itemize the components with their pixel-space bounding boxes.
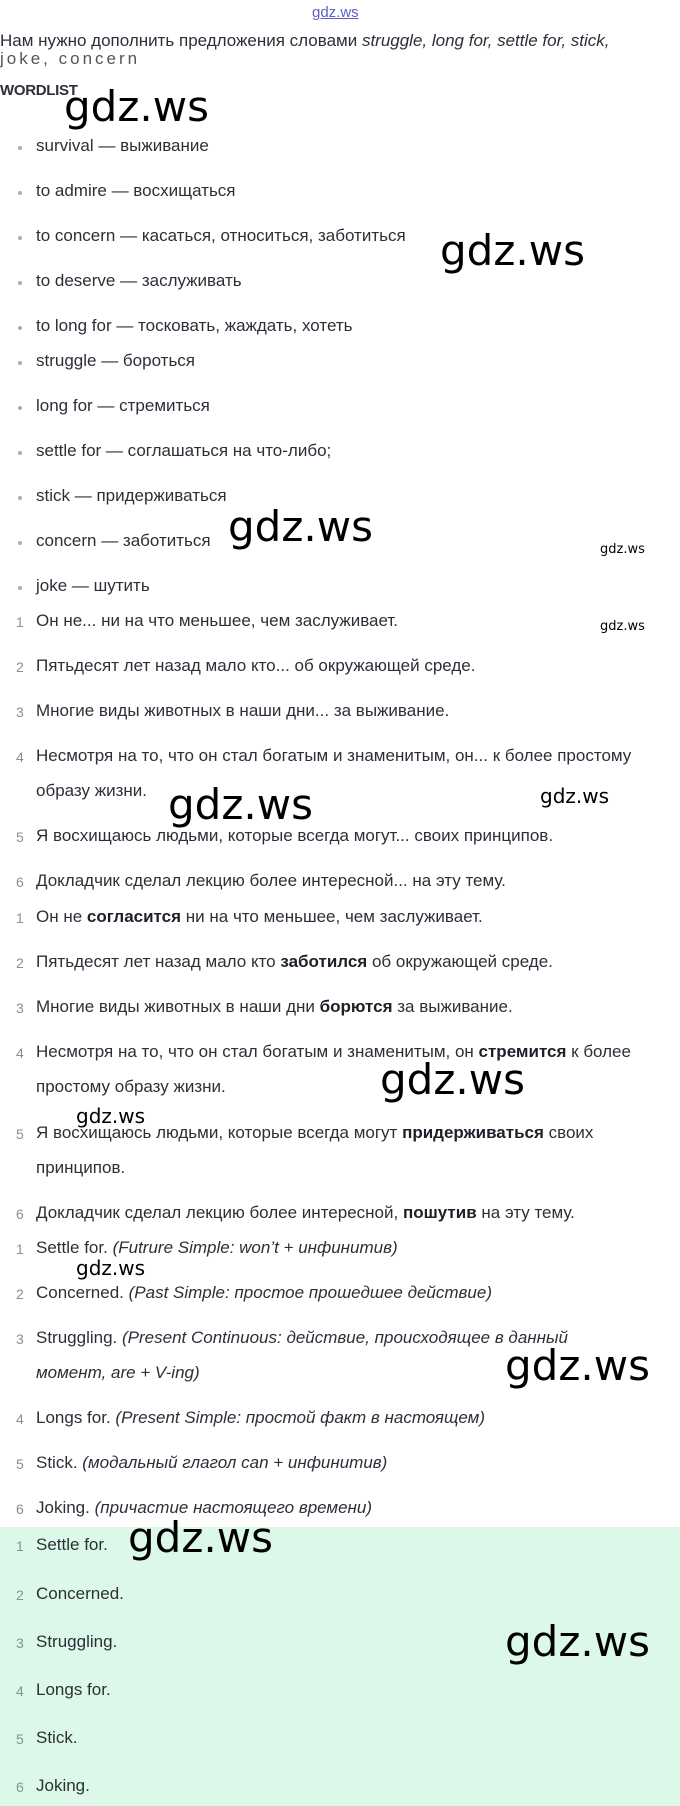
intro-cut-line: joke, concern: [0, 49, 141, 68]
question-number: 6: [16, 874, 24, 890]
bullet-icon: [18, 326, 22, 330]
translation-text: Многие виды животных в наши дни борются за выживание.: [36, 997, 513, 1016]
question-number: 5: [16, 829, 24, 845]
wordlist-item: struggle — бороться: [36, 351, 196, 370]
bullet-icon: [18, 281, 22, 285]
question-text-cont: образу жизни.: [36, 781, 148, 800]
watermark: gdz.ws: [64, 82, 209, 131]
translation-text: Пятьдесят лет назад мало кто заботился об окружающей среде.: [36, 952, 553, 971]
intro-words: struggle, long for, settle for, stick,: [361, 31, 610, 50]
answer-number: 1: [16, 1538, 24, 1554]
explanation-number: 3: [16, 1331, 24, 1347]
question-number: 4: [16, 749, 24, 765]
bullet-icon: [18, 361, 22, 365]
wordlist-item: to concern — касаться, относиться, заботиться: [36, 226, 406, 245]
wordlist-item: survival — выживание: [36, 136, 209, 155]
answer-word: борются: [319, 997, 393, 1016]
question-text: Пятьдесят лет назад мало кто... об окружающей среде.: [36, 656, 476, 675]
watermark: gdz.ws: [440, 226, 585, 275]
answer-box: [0, 1527, 680, 1806]
question-number: 2: [16, 659, 24, 675]
bullet-icon: [18, 406, 22, 410]
watermark: gdz.ws: [76, 1256, 146, 1280]
watermark: gdz.ws: [505, 1617, 650, 1666]
explanation-number: 1: [16, 1241, 24, 1257]
translation-number: 1: [16, 910, 24, 926]
answer-word: стремится: [478, 1042, 567, 1061]
bullet-icon: [18, 146, 22, 150]
watermark: gdz.ws: [505, 1341, 650, 1390]
explanation-text: Longs for. (Present Simple: простой факт в настоящем): [36, 1408, 485, 1427]
wordlist-item: concern — заботиться: [36, 531, 211, 550]
watermark: gdz.ws: [76, 1104, 146, 1128]
watermark: gdz.ws: [600, 619, 645, 634]
watermark: gdz.ws: [600, 542, 645, 557]
question-number: 3: [16, 704, 24, 720]
explanation-number: 2: [16, 1286, 24, 1302]
translation-number: 4: [16, 1045, 24, 1061]
explanation-number: 6: [16, 1501, 24, 1517]
explanation-number: 4: [16, 1411, 24, 1427]
translation-number: 6: [16, 1206, 24, 1222]
answer-word: заботился: [280, 952, 368, 971]
explanation-text: Stick. (модальный глагол can + инфинитив): [36, 1453, 388, 1472]
wordlist-item: settle for — соглашаться на что-либо;: [36, 441, 332, 460]
wordlist-item: long for — стремиться: [36, 396, 210, 415]
explanation-text-cont: момент, are + V-ing): [36, 1363, 200, 1382]
translation-number: 3: [16, 1000, 24, 1016]
question-text: Я восхищаюсь людьми, которые всегда могут... своих принципов.: [36, 826, 554, 845]
answer-word: придерживаться: [402, 1123, 544, 1142]
answer-word: согласится: [86, 907, 182, 926]
watermark: gdz.ws: [168, 780, 313, 829]
answer-text: Settle for.: [36, 1535, 108, 1554]
question-text: Несмотря на то, что он стал богатым и знаменитым, он... к более простому: [36, 746, 632, 765]
bullet-icon: [18, 496, 22, 500]
watermark: gdz.ws: [128, 1513, 273, 1562]
explanation-text: Concerned. (Past Simple: простое прошедшее действие): [36, 1283, 492, 1302]
bullet-icon: [18, 236, 22, 240]
translation-text: Он не согласится ни на что меньшее, чем заслуживает.: [36, 907, 483, 926]
intro-lead: Нам нужно дополнить предложения словами: [0, 31, 362, 50]
bullet-icon: [18, 586, 22, 590]
watermark: gdz.ws: [540, 784, 610, 808]
bullet-icon: [18, 541, 22, 545]
bullet-icon: [18, 451, 22, 455]
wordlist-item: joke — шутить: [36, 576, 150, 595]
explanation-text: Settle for. (Futrure Simple: won’t + инфинитив): [36, 1238, 398, 1257]
question-number: 1: [16, 614, 24, 630]
intro-text: [0, 31, 610, 51]
explanation-text: Joking. (причастие настоящего времени): [36, 1498, 372, 1517]
wordlist-item: to long for — тосковать, жаждать, хотеть: [36, 316, 353, 335]
answer-number: 4: [16, 1683, 24, 1699]
answer-text: Struggling.: [36, 1632, 118, 1651]
question-text: Многие виды животных в наши дни... за выживание.: [36, 701, 450, 720]
answer-text: Longs for.: [36, 1680, 111, 1699]
answer-text: Joking.: [36, 1776, 90, 1795]
wordlist-item: to deserve — заслуживать: [36, 271, 242, 290]
wordlist-title: WORDLIST: [0, 82, 78, 99]
bullet-icon: [18, 191, 22, 195]
translation-text-cont: принципов.: [36, 1158, 126, 1177]
translation-text: Докладчик сделал лекцию более интересной, пошутив на эту тему.: [36, 1203, 575, 1222]
answer-text: Concerned.: [36, 1584, 124, 1603]
answer-number: 5: [16, 1731, 24, 1747]
answer-word: пошутив: [402, 1203, 477, 1222]
answer-number: 6: [16, 1779, 24, 1795]
question-text: Докладчик сделал лекцию более интересной... на эту тему.: [36, 871, 506, 890]
site-logo-link[interactable]: gdz.ws: [312, 4, 359, 21]
watermark: gdz.ws: [228, 502, 373, 551]
translation-text: Я восхищаюсь людьми, которые всегда могут придерживаться своих: [36, 1123, 594, 1142]
translation-number: 5: [16, 1126, 24, 1142]
explanation-number: 5: [16, 1456, 24, 1472]
answer-text: Stick.: [36, 1728, 78, 1747]
translation-text-cont: простому образу жизни.: [36, 1077, 226, 1096]
answer-number: 2: [16, 1587, 24, 1603]
answer-number: 3: [16, 1635, 24, 1651]
translation-text: Несмотря на то, что он стал богатым и знаменитым, он стремится к более: [36, 1042, 631, 1061]
explanation-text: Struggling. (Present Continuous: действие, происходящее в данный: [36, 1328, 568, 1347]
watermark: gdz.ws: [380, 1055, 525, 1104]
wordlist-item: to admire — восхищаться: [36, 181, 236, 200]
translation-number: 2: [16, 955, 24, 971]
wordlist-item: stick — придерживаться: [36, 486, 227, 505]
question-text: Он не... ни на что меньшее, чем заслуживает.: [36, 611, 399, 630]
